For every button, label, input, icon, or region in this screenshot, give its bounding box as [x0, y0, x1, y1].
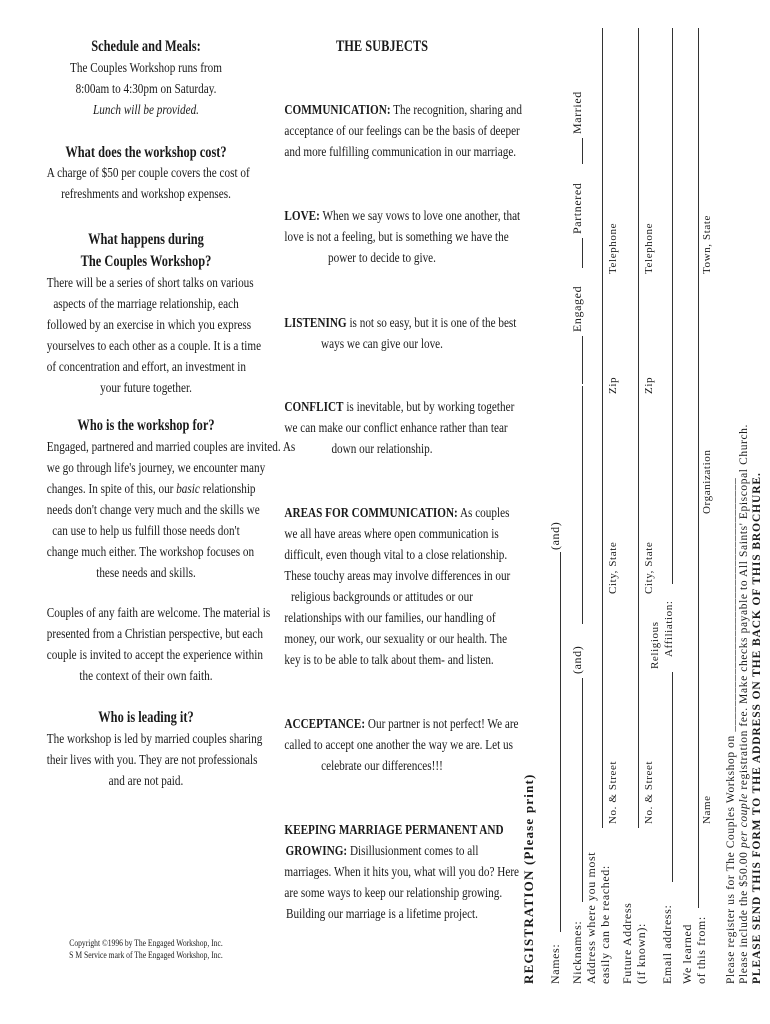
engaged-label: Engaged	[570, 285, 584, 332]
partnered-checkbox[interactable]	[582, 238, 583, 268]
subject-keeping: KEEPING MARRIAGE PERMANENT AND GROWING: Disillusionment comes to all marriages. When it hits you, what will you do? Here are some ways to keep our relationship growing. Building our marriage is a lifetime project.	[284, 823, 520, 922]
send-instruction: PLEASE SEND THIS FORM TO THE ADDRESS ON THE BACK OF THIS BROCHURE.	[751, 472, 763, 984]
learned-field[interactable]	[698, 28, 699, 908]
happens-text: There will be a series of short talks on various aspects of the marriage relationship, each followed by an exercise in which you express yourselves to each other as a couple. It is a time of concentration and effort, an investment in your future together.	[46, 276, 262, 396]
names-label: Names:	[548, 943, 562, 984]
copyright: Copyright ©1996 by The Engaged Workshop, Inc. S M Service mark of The Engaged Workshop, Inc.	[69, 939, 223, 961]
learned-town-state-label: Town, State	[701, 215, 713, 274]
cost-heading: What does the workshop cost?	[65, 144, 227, 161]
engaged-checkbox[interactable]	[582, 336, 583, 384]
married-checkbox[interactable]	[582, 138, 583, 164]
future-no-street-label: No. & Street	[643, 760, 655, 824]
address-field[interactable]	[602, 28, 603, 828]
religious-label: Religious Affiliation:	[649, 600, 675, 669]
city-state-label: City, State	[607, 541, 619, 594]
faith-text: Couples of any faith are welcome. The material is presented from a Christian perspective, but each couple is invited to accept the experience within the context of their own faith.	[46, 606, 271, 684]
fee-instruction: Please include the $50.00 per couple registration fee. Make checks payable to All Saints' Episcopal Church.	[738, 423, 750, 984]
schedule-heading: Schedule and Meals:	[91, 38, 201, 55]
future-zip-label: Zip	[643, 376, 655, 394]
subject-communication: COMMUNICATION: The recognition, sharing and acceptance of our feelings can be the basis of deeper and more fulfilling communication in our marriage.	[284, 103, 522, 160]
learned-label: We learned of this from:	[680, 916, 708, 984]
who-heading: Who is the workshop for?	[77, 417, 215, 434]
email-label: Email address:	[660, 904, 674, 984]
married-label: Married	[570, 91, 584, 134]
register-instruction: Please register us for The Couples Workshop on ________________________________________	[725, 477, 737, 984]
registration-form	[520, 0, 770, 1024]
future-city-state-label: City, State	[643, 541, 655, 594]
subject-areas: AREAS FOR COMMUNICATION: As couples we all have areas where open communication is difficult, even though vital to a close relationship. These touchy areas may involve differences in our religious backgrounds or attitudes or our relationships with our families, our handling of money, our work, our sexuality or our health. The key is to be able to talk about them- and listen.	[284, 506, 511, 668]
cost-text: A charge of $50 per couple covers the cost of refreshments and workshop expenses.	[46, 166, 250, 202]
registration-title: REGISTRATION (Please print)	[521, 773, 536, 984]
who-text: Engaged, partnered and married couples are invited. As we go through life's journey, we encounter many changes. In spite of this, our basic relationship needs don't change very much and the skills we can use to help us fulfill those needs don't change much either. The workshop focuses on these needs and skills.	[46, 440, 296, 581]
future-address-label: Future Address (if known):	[620, 902, 648, 984]
name-1-field[interactable]	[560, 552, 561, 932]
email-field[interactable]	[672, 672, 673, 882]
subject-conflict: CONFLICT is inevitable, but by working together we can make our conflict enhance rather than tear down our relationship.	[284, 400, 515, 457]
nickname-1-field[interactable]	[582, 678, 583, 902]
religious-field[interactable]	[672, 28, 673, 584]
subject-acceptance: ACCEPTANCE: Our partner is not perfect! We are called to accept one another the way we are. Let us celebrate our differences!!!	[284, 717, 519, 774]
address-label: Address where you most easily can be reached:	[584, 851, 612, 984]
happens-heading: What happens during The Couples Workshop?	[80, 231, 212, 270]
telephone-label: Telephone	[607, 222, 619, 274]
learned-organization-label: Organization	[701, 449, 713, 514]
schedule-text: The Couples Workshop runs from 8:00am to 4:30pm on Saturday. Lunch will be provided.	[70, 61, 222, 118]
future-address-field[interactable]	[638, 28, 639, 828]
learned-name-label: Name	[701, 795, 713, 824]
and-label-2: (and)	[570, 645, 584, 674]
subject-love: LOVE: When we say vows to love one another, that love is not a feeling, but is something we have the power to decide to give.	[284, 209, 521, 266]
subject-listening: LISTENING is not so easy, but it is one of the best ways we can give our love.	[284, 316, 517, 352]
leading-text: The workshop is led by married couples sharing their lives with you. They are not professionals and are not paid.	[46, 732, 263, 789]
no-street-label: No. & Street	[607, 760, 619, 824]
subjects-title: THE SUBJECTS	[335, 38, 428, 55]
future-telephone-label: Telephone	[643, 222, 655, 274]
partnered-label: Partnered	[570, 182, 584, 234]
nicknames-label: Nicknames:	[570, 920, 584, 984]
zip-label: Zip	[607, 376, 619, 394]
and-label-1: (and)	[548, 521, 562, 550]
nickname-2-field[interactable]	[582, 386, 583, 624]
leading-heading: Who is leading it?	[98, 709, 194, 726]
